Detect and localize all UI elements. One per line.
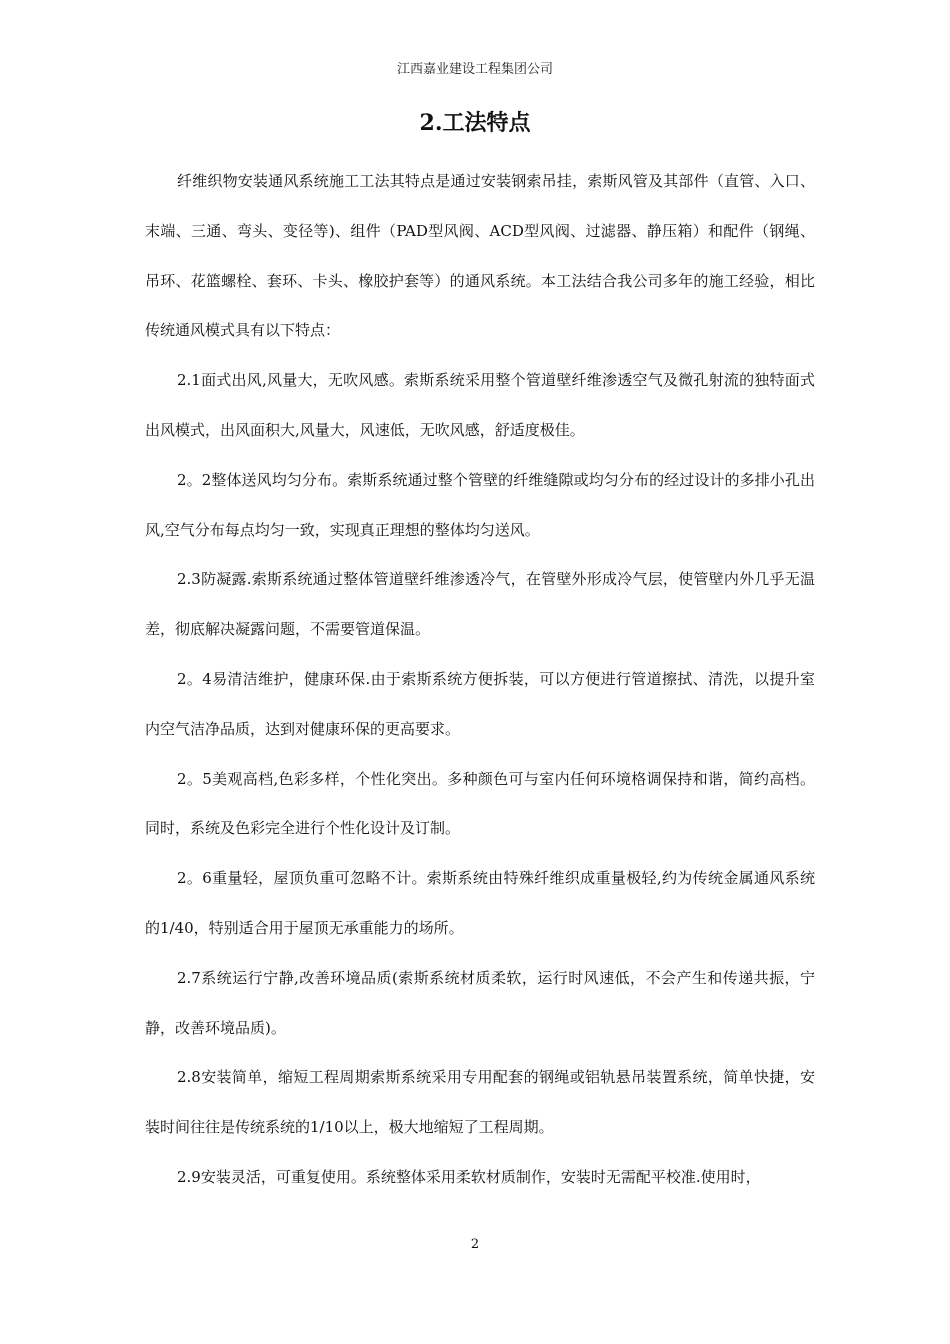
page-number: 2 — [470, 1237, 480, 1252]
feature-paragraph-2-4: 2。4易清洁维护，健康环保.由于索斯系统方便拆装，可以方便进行管道擦拭、清洗，以提升室内空气洁净品质，达到对健康环保的更高要求。 — [145, 669, 815, 738]
feature-paragraph-2-3: 2.3防凝露.索斯系统通过整体管道壁纤维渗透冷气，在管壁外形成冷气层，使管壁内外几乎无温差，彻底解决凝露问题，不需要管道保温。 — [145, 570, 815, 639]
page-header: 江西嘉业建设工程集团公司 — [396, 62, 553, 77]
feature-paragraph-2-5: 2。5美观高档,色彩多样，个性化突出。多种颜色可与室内任何环境格调保持和谐，简约高档。同时，系统及色彩完全进行个性化设计及订制。 — [145, 769, 815, 838]
feature-paragraph-2-7: 2.7系统运行宁静,改善环境品质(索斯系统材质柔软，运行时风速低，不会产生和传递共振，宁静，改善环境品质)。 — [145, 968, 815, 1037]
feature-paragraph-2-6: 2。6重量轻，屋顶负重可忽略不计。索斯系统由特殊纤维织成重量极轻,约为传统金属通风系统的1/40，特别适合用于屋顶无承重能力的场所。 — [145, 869, 815, 937]
intro-paragraph: 纤维织物安装通风系统施工工法其特点是通过安装钢索吊挂，索斯风管及其部件（直管、入口、末端、三通、弯头、变径等)、组件（PAD型风阀、ACD型风阀、过滤器、静压箱）和配件（钢绳、吊环、花篮螺栓、套环、卡头、橡胶护套等）的通风系统。本工法结合我公司多年的施工经验，相比传统通风模式具有以下特点： — [145, 172, 815, 340]
feature-paragraph-2-1: 2.1面式出风,风量大，无吹风感。索斯系统采用整个管道壁纤维渗透空气及微孔射流的独特面式出风模式，出风面积大,风量大，风速低，无吹风感，舒适度极佳。 — [145, 371, 815, 439]
section-title: 2.工法特点 — [419, 110, 531, 136]
feature-paragraph-2-2: 2。2整体送风均匀分布。索斯系统通过整个管壁的纤维缝隙或均匀分布的经过设计的多排小孔出风,空气分布每点均匀一致，实现真正理想的整体均匀送风。 — [145, 470, 815, 539]
feature-paragraph-2-8: 2.8安装简单，缩短工程周期索斯系统采用专用配套的钢绳或铝轨悬吊装置系统，简单快捷，安装时间往往是传统系统的1/10以上，极大地缩短了工程周期。 — [145, 1068, 815, 1137]
feature-paragraph-2-9: 2.9安装灵活，可重复使用。系统整体采用柔软材质制作，安装时无需配平校准.使用时， — [177, 1167, 761, 1186]
section-body — [145, 157, 815, 1203]
